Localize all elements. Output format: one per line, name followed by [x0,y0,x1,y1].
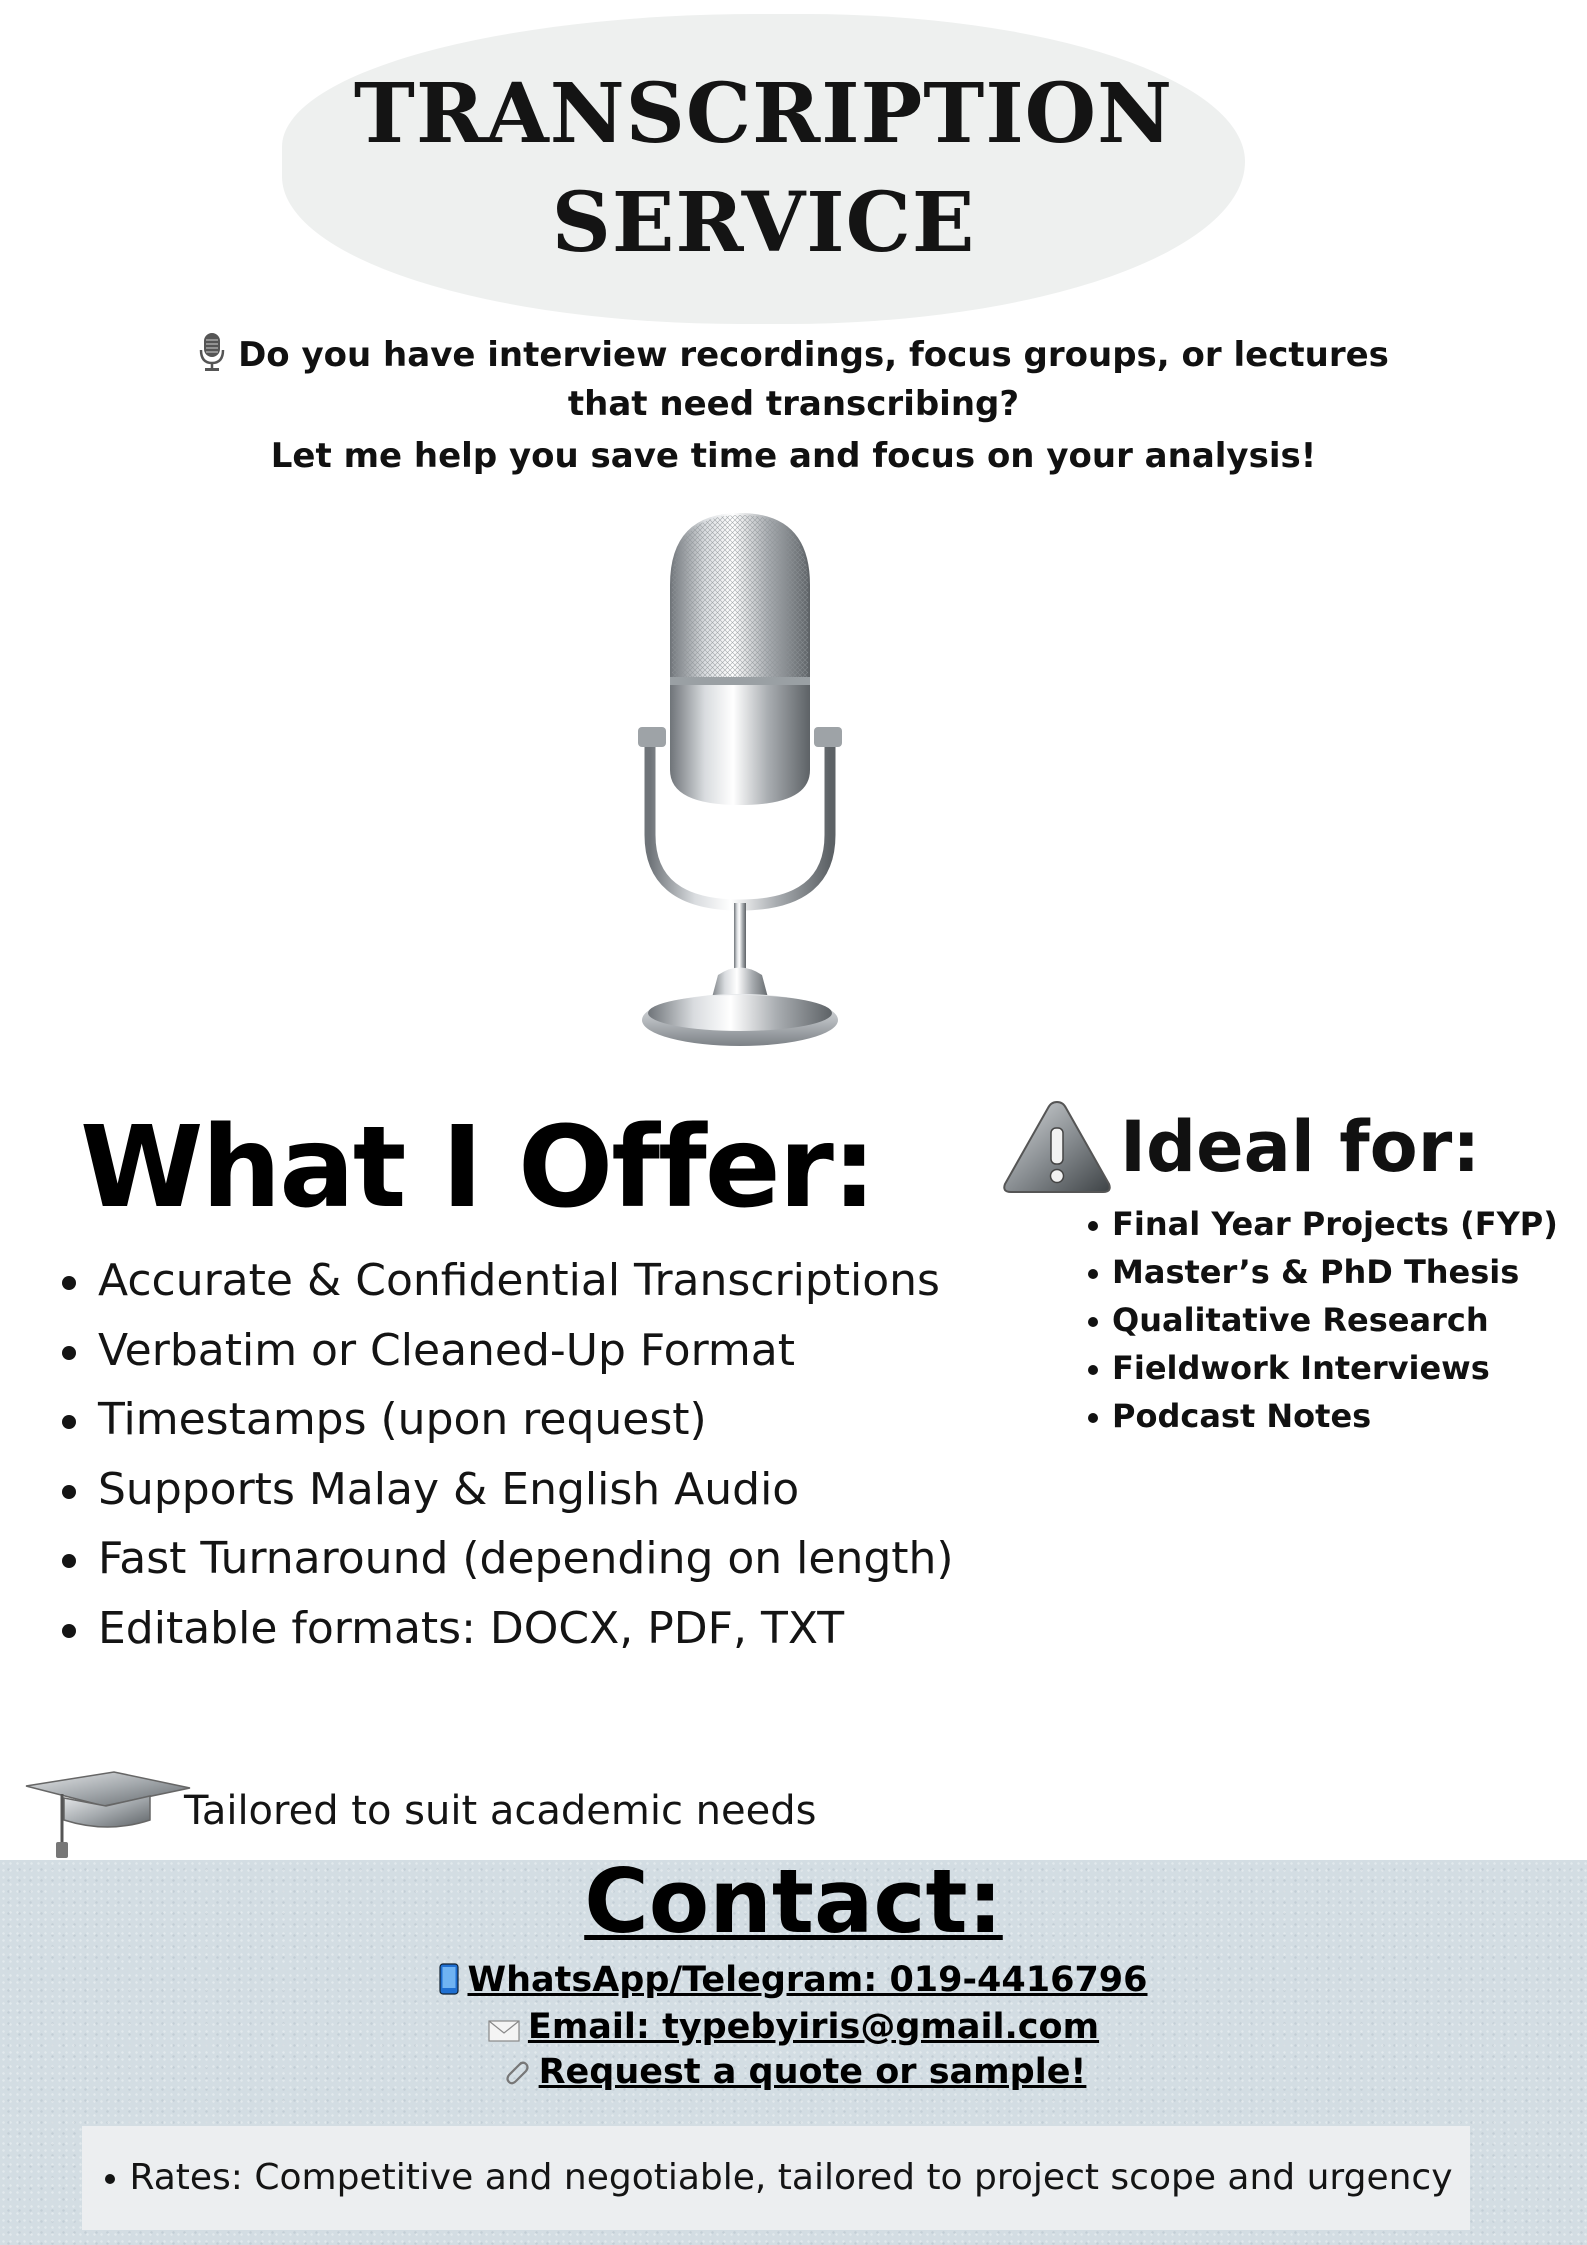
list-item-text: Fieldwork Interviews [1112,1349,1490,1387]
contact-phone-text: WhatsApp/Telegram: 019-4416796 [467,1960,1148,2000]
bullet [62,1485,76,1499]
studio-microphone-icon [198,332,226,372]
list-item-text: Master’s & PhD Thesis [1112,1253,1520,1291]
intro-text-1: Do you have interview recordings, focus groups, or lectures [238,335,1389,375]
contact-email-text: Email: typebyiris@gmail.com [527,2007,1100,2047]
list-item [58,1594,954,1664]
title-background [282,14,1245,324]
list-item-text: Fast Turnaround (depending on length) [98,1533,954,1585]
bullet [1088,1413,1098,1423]
list-item-text: Accurate & Confidential Transcriptions [98,1255,940,1306]
envelope-icon [488,2020,520,2042]
graduation-cap-icon [22,1768,192,1860]
list-item [1082,1344,1558,1392]
intro-line-3: Let me help you save time and focus on your analysis! [270,436,1317,476]
ideal-list [1082,1200,1558,1440]
list-item-text: Supports Malay & English Audio [98,1463,800,1515]
intro-line-1 [150,332,1437,375]
list-item-text: Editable formats: DOCX, PDF, TXT [98,1602,845,1654]
list-item-text: Timestamps (upon request) [98,1394,707,1446]
list-item-text: Final Year Projects (FYP) [1112,1205,1558,1243]
paperclip-icon [501,2057,531,2087]
contact-heading: Contact: [584,1850,1003,1953]
microphone-illustration [620,505,860,1060]
bullet [105,2174,115,2184]
list-item-text: Qualitative Research [1112,1301,1489,1339]
bullet [62,1624,76,1638]
list-item [58,1385,954,1455]
intro-line-2: that need transcribing? [567,384,1020,424]
mobile-phone-icon [439,1963,459,1995]
contact-phone[interactable] [0,1960,1587,2000]
contact-quote-text: Request a quote or sample! [538,2052,1087,2092]
offer-list [58,1246,954,1664]
page-title-line-2: SERVICE [551,175,976,271]
offer-heading: What I Offer: [80,1103,875,1233]
list-item [58,1316,954,1386]
list-item [58,1246,954,1316]
list-item [1082,1248,1558,1296]
bullet [62,1554,76,1568]
list-item-text: Podcast Notes [1112,1397,1372,1435]
rates-note [82,2126,1470,2230]
contact-quote[interactable] [0,2052,1587,2092]
list-item [58,1524,954,1594]
list-item [1082,1392,1558,1440]
bullet [1088,1221,1098,1231]
page-title-line-1: TRANSCRIPTION [353,66,1174,162]
list-item [1082,1200,1558,1248]
list-item [1082,1296,1558,1344]
bullet [1088,1269,1098,1279]
bullet [1088,1317,1098,1327]
contact-email[interactable] [0,2007,1587,2047]
academic-note: Tailored to suit academic needs [184,1788,817,1834]
bullet [62,1276,76,1290]
rates-text: Rates: Competitive and negotiable, tailored to project scope and urgency [129,2157,1453,2198]
list-item-text: Verbatim or Cleaned-Up Format [98,1324,795,1376]
bullet [62,1415,76,1429]
warning-icon [1001,1098,1113,1196]
bullet [62,1346,76,1360]
bullet [1088,1365,1098,1375]
ideal-heading: Ideal for: [1120,1106,1481,1188]
list-item [58,1455,954,1525]
